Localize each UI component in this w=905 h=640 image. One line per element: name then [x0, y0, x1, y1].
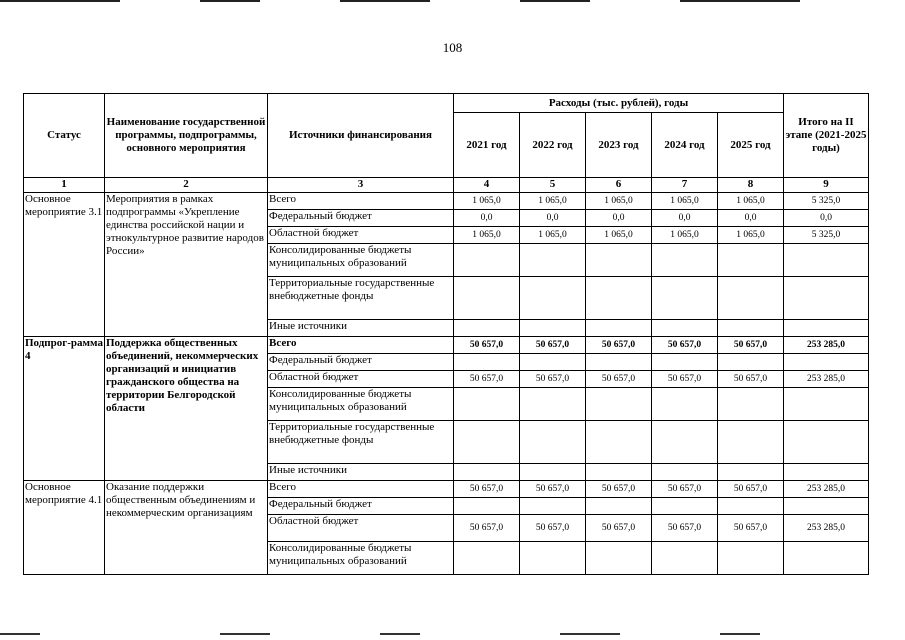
row-year-value — [718, 244, 784, 277]
row-year-value — [520, 277, 586, 320]
row-status: Основное мероприятие 3.1 — [24, 193, 105, 337]
row-year-value — [586, 277, 652, 320]
row-year-value: 0,0 — [718, 210, 784, 227]
row-source: Всего — [268, 337, 454, 354]
row-total-value: 5 325,0 — [784, 193, 869, 210]
row-year-value: 1 065,0 — [454, 227, 520, 244]
row-year-value: 1 065,0 — [586, 227, 652, 244]
row-year-value: 1 065,0 — [454, 193, 520, 210]
row-source: Областной бюджет — [268, 227, 454, 244]
row-year-value — [652, 498, 718, 515]
row-year-value: 50 657,0 — [454, 481, 520, 498]
row-year-value: 50 657,0 — [520, 515, 586, 542]
row-year-value — [454, 421, 520, 464]
column-number: 2 — [105, 178, 268, 193]
row-status: Подпрог-рамма 4 — [24, 337, 105, 481]
row-total-value — [784, 320, 869, 337]
row-year-value: 50 657,0 — [586, 481, 652, 498]
row-year-value — [586, 388, 652, 421]
row-year-value — [652, 244, 718, 277]
row-year-value — [718, 421, 784, 464]
row-year-value: 50 657,0 — [454, 337, 520, 354]
row-total-value: 253 285,0 — [784, 337, 869, 354]
row-year-value: 1 065,0 — [718, 193, 784, 210]
bottom-scan-line — [0, 633, 905, 636]
row-year-value: 1 065,0 — [520, 193, 586, 210]
row-year-value: 1 065,0 — [652, 193, 718, 210]
row-year-value — [520, 464, 586, 481]
row-year-value: 1 065,0 — [652, 227, 718, 244]
column-number: 3 — [268, 178, 454, 193]
header-total: Итого на II этапе (2021-2025 годы) — [784, 94, 869, 178]
row-year-value: 50 657,0 — [652, 481, 718, 498]
row-total-value — [784, 498, 869, 515]
row-year-value — [454, 354, 520, 371]
row-year-value — [718, 354, 784, 371]
row-source: Территориальные государственные внебюджетные фонды — [268, 277, 454, 320]
header-program-name: Наименование государственной программы, подпрограммы, основного мероприятия — [105, 94, 268, 178]
row-total-value: 0,0 — [784, 210, 869, 227]
row-year-value — [520, 542, 586, 575]
column-number: 9 — [784, 178, 869, 193]
row-program-name: Поддержка общественных объединений, некоммерческих организаций и инициатив гражданского общества на территории Белгородской области — [105, 337, 268, 481]
column-number: 1 — [24, 178, 105, 193]
row-year-value — [520, 421, 586, 464]
header-year: 2025 год — [718, 113, 784, 178]
header-status: Статус — [24, 94, 105, 178]
row-total-value: 5 325,0 — [784, 227, 869, 244]
row-year-value — [652, 421, 718, 464]
row-year-value — [718, 498, 784, 515]
row-year-value: 50 657,0 — [586, 371, 652, 388]
row-total-value — [784, 542, 869, 575]
row-year-value — [520, 498, 586, 515]
row-year-value — [586, 421, 652, 464]
row-year-value — [454, 277, 520, 320]
header-year: 2021 год — [454, 113, 520, 178]
table-row — [24, 193, 869, 210]
row-year-value: 50 657,0 — [718, 371, 784, 388]
row-year-value — [652, 388, 718, 421]
row-year-value — [520, 354, 586, 371]
row-year-value: 1 065,0 — [520, 227, 586, 244]
row-source: Территориальные государственные внебюджетные фонды — [268, 421, 454, 464]
row-year-value — [718, 542, 784, 575]
row-year-value: 50 657,0 — [652, 337, 718, 354]
row-year-value: 50 657,0 — [652, 515, 718, 542]
row-year-value — [718, 464, 784, 481]
row-year-value — [520, 244, 586, 277]
row-source: Всего — [268, 481, 454, 498]
header-year: 2022 год — [520, 113, 586, 178]
row-year-value: 50 657,0 — [718, 337, 784, 354]
row-total-value — [784, 388, 869, 421]
row-year-value — [718, 320, 784, 337]
row-total-value — [784, 277, 869, 320]
row-year-value: 50 657,0 — [520, 337, 586, 354]
row-total-value — [784, 354, 869, 371]
header-year: 2024 год — [652, 113, 718, 178]
row-source: Иные источники — [268, 320, 454, 337]
row-total-value — [784, 244, 869, 277]
column-number: 4 — [454, 178, 520, 193]
row-year-value — [652, 464, 718, 481]
row-year-value — [718, 277, 784, 320]
table-row — [24, 337, 869, 354]
row-year-value: 0,0 — [652, 210, 718, 227]
row-source: Консолидированные бюджеты муниципальных образований — [268, 244, 454, 277]
row-year-value: 50 657,0 — [718, 515, 784, 542]
row-source: Иные источники — [268, 464, 454, 481]
row-program-name: Оказание поддержки общественным объединениям и некоммерческим организациям — [105, 481, 268, 575]
row-total-value: 253 285,0 — [784, 515, 869, 542]
row-source: Консолидированные бюджеты муниципальных образований — [268, 388, 454, 421]
row-year-value — [454, 388, 520, 421]
row-year-value: 0,0 — [520, 210, 586, 227]
column-number: 7 — [652, 178, 718, 193]
row-source: Федеральный бюджет — [268, 354, 454, 371]
header-year: 2023 год — [586, 113, 652, 178]
row-year-value: 0,0 — [586, 210, 652, 227]
table-row — [24, 481, 869, 498]
row-source: Всего — [268, 193, 454, 210]
row-year-value — [586, 320, 652, 337]
row-year-value: 50 657,0 — [520, 481, 586, 498]
row-year-value: 50 657,0 — [652, 371, 718, 388]
row-year-value — [454, 498, 520, 515]
row-year-value — [652, 542, 718, 575]
row-year-value — [454, 320, 520, 337]
row-source: Федеральный бюджет — [268, 498, 454, 515]
row-total-value: 253 285,0 — [784, 371, 869, 388]
top-scan-line — [0, 0, 905, 3]
row-year-value: 1 065,0 — [586, 193, 652, 210]
row-status: Основное мероприятие 4.1 — [24, 481, 105, 575]
row-year-value: 50 657,0 — [718, 481, 784, 498]
financing-table — [23, 93, 869, 575]
row-year-value — [586, 464, 652, 481]
column-number: 8 — [718, 178, 784, 193]
row-total-value: 253 285,0 — [784, 481, 869, 498]
row-year-value — [652, 320, 718, 337]
row-year-value: 0,0 — [454, 210, 520, 227]
row-year-value — [520, 320, 586, 337]
row-source: Консолидированные бюджеты муниципальных образований — [268, 542, 454, 575]
row-year-value — [586, 244, 652, 277]
row-year-value: 50 657,0 — [454, 371, 520, 388]
column-number: 5 — [520, 178, 586, 193]
page-number: 108 — [442, 40, 463, 55]
row-source: Федеральный бюджет — [268, 210, 454, 227]
row-year-value — [718, 388, 784, 421]
row-total-value — [784, 464, 869, 481]
header-expenses: Расходы (тыс. рублей), годы — [454, 94, 784, 113]
row-source: Областной бюджет — [268, 371, 454, 388]
row-year-value — [454, 464, 520, 481]
row-year-value — [586, 498, 652, 515]
row-year-value — [652, 354, 718, 371]
row-year-value — [454, 542, 520, 575]
row-year-value — [586, 354, 652, 371]
row-year-value: 50 657,0 — [586, 337, 652, 354]
row-year-value: 50 657,0 — [454, 515, 520, 542]
row-year-value: 50 657,0 — [586, 515, 652, 542]
header-sources: Источники финансирования — [268, 94, 454, 178]
row-year-value — [586, 542, 652, 575]
row-total-value — [784, 421, 869, 464]
row-program-name: Мероприятия в рамках подпрограммы «Укрепление единства российской нации и этнокультурное развитие народов России» — [105, 193, 268, 337]
row-year-value: 50 657,0 — [520, 371, 586, 388]
column-number: 6 — [586, 178, 652, 193]
row-year-value — [454, 244, 520, 277]
row-year-value: 1 065,0 — [718, 227, 784, 244]
row-year-value — [520, 388, 586, 421]
row-year-value — [652, 277, 718, 320]
row-source: Областной бюджет — [268, 515, 454, 542]
